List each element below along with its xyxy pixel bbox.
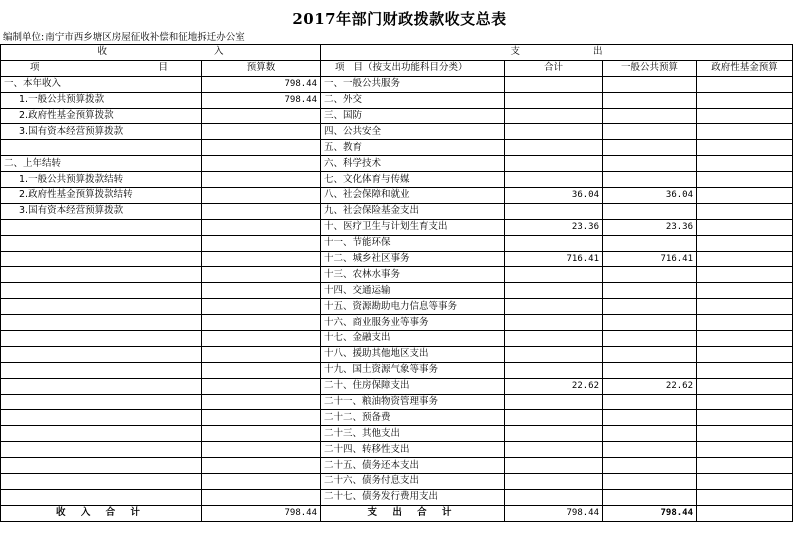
income-value-cell (202, 140, 321, 156)
general-budget-cell (603, 76, 697, 92)
fund-budget-cell (697, 124, 793, 140)
income-value-cell (202, 299, 321, 315)
expense-item-cell: 二十一、粮油物资管理事务 (321, 394, 505, 410)
fund-budget-cell (697, 140, 793, 156)
expense-item-cell: 二、外交 (321, 92, 505, 108)
expense-item-cell: 十二、城乡社区事务 (321, 251, 505, 267)
expense-item-header: 项 目（按支出功能科目分类） (321, 60, 505, 76)
table-row (1, 140, 793, 156)
expense-total-cell: 22.62 (505, 378, 603, 394)
general-budget-cell (603, 410, 697, 426)
income-item-cell (1, 219, 202, 235)
general-budget-cell: 23.36 (603, 219, 697, 235)
income-value-cell (202, 124, 321, 140)
expense-item-cell: 二十四、转移性支出 (321, 442, 505, 458)
fund-budget-cell (697, 426, 793, 442)
general-budget-cell (603, 283, 697, 299)
income-item-cell: 3.国有资本经营预算拨款 (1, 124, 202, 140)
table-row (1, 188, 793, 204)
income-item-cell (1, 426, 202, 442)
expense-item-cell: 二十七、债务发行费用支出 (321, 489, 505, 505)
fund-budget-cell (697, 489, 793, 505)
fund-budget-cell (697, 188, 793, 204)
expense-total-cell (505, 426, 603, 442)
fund-budget-cell (697, 474, 793, 490)
table-row (1, 394, 793, 410)
fund-budget-cell (697, 172, 793, 188)
expense-total-cell: 36.04 (505, 188, 603, 204)
expense-item-cell: 十七、金融支出 (321, 331, 505, 347)
fund-budget-cell (697, 442, 793, 458)
income-header-char-1: 收 (97, 46, 107, 58)
income-value-cell (202, 458, 321, 474)
fund-budget-cell (697, 219, 793, 235)
expense-total-cell (505, 203, 603, 219)
general-total-value: 798.44 (603, 505, 697, 521)
income-item-cell: 1.一般公共预算拨款 (1, 92, 202, 108)
expense-total-label: 支 出 合 计 (321, 505, 505, 521)
general-budget-cell (603, 394, 697, 410)
income-value-cell (202, 108, 321, 124)
income-item-header (1, 60, 202, 76)
compiling-unit-label: 编制单位: (3, 32, 45, 43)
header-row-1 (1, 45, 793, 61)
expense-total-cell (505, 92, 603, 108)
fund-budget-cell (697, 203, 793, 219)
table-row (1, 458, 793, 474)
compiling-unit-value: 南宁市西乡塘区房屋征收补偿和征地拆迁办公室 (45, 32, 245, 43)
income-item-cell: 一、本年收入 (1, 76, 202, 92)
fund-budget-cell (697, 108, 793, 124)
general-budget-cell (603, 140, 697, 156)
expense-total-cell (505, 458, 603, 474)
income-item-cell: 2.政府性基金预算拨款 (1, 108, 202, 124)
table-row (1, 362, 793, 378)
income-value-cell (202, 489, 321, 505)
income-header-char-2: 入 (213, 46, 224, 58)
income-value-cell (202, 426, 321, 442)
expense-item-cell: 一、一般公共服务 (321, 76, 505, 92)
expense-item-cell: 十九、国土资源气象等事务 (321, 362, 505, 378)
fund-budget-cell (697, 362, 793, 378)
table-row (1, 410, 793, 426)
general-budget-cell (603, 203, 697, 219)
income-value-cell (202, 203, 321, 219)
general-budget-cell: 22.62 (603, 378, 697, 394)
fund-budget-cell (697, 331, 793, 347)
income-item-cell (1, 267, 202, 283)
expense-total-cell (505, 394, 603, 410)
fund-total-value (697, 505, 793, 521)
table-row (1, 315, 793, 331)
expense-item-cell: 二十二、预备费 (321, 410, 505, 426)
income-value-cell: 798.44 (202, 76, 321, 92)
expense-total-cell (505, 140, 603, 156)
expense-total-cell (505, 474, 603, 490)
general-budget-cell (603, 331, 697, 347)
table-row (1, 299, 793, 315)
income-value-cell (202, 156, 321, 172)
income-item-cell (1, 331, 202, 347)
income-item-cell (1, 458, 202, 474)
income-item-cell (1, 283, 202, 299)
expense-total-cell (505, 156, 603, 172)
expense-item-cell: 六、科学技术 (321, 156, 505, 172)
expense-item-cell: 二十、住房保障支出 (321, 378, 505, 394)
table-row (1, 474, 793, 490)
fund-budget-cell (697, 283, 793, 299)
fund-budget-cell (697, 346, 793, 362)
expense-total-cell (505, 346, 603, 362)
income-item-cell (1, 251, 202, 267)
fund-budget-cell (697, 235, 793, 251)
general-budget-cell (603, 267, 697, 283)
compiling-unit (3, 29, 245, 43)
income-total-label: 收 入 合 计 (1, 505, 202, 521)
income-value-cell (202, 474, 321, 490)
general-budget-cell (603, 92, 697, 108)
fund-budget-cell (697, 267, 793, 283)
budget-header: 预算数 (202, 60, 321, 76)
fund-budget-cell (697, 394, 793, 410)
income-header (1, 45, 321, 61)
income-value-cell (202, 362, 321, 378)
table-row (1, 251, 793, 267)
income-value-cell (202, 394, 321, 410)
expense-header (321, 45, 793, 61)
expense-item-cell: 二十五、债务还本支出 (321, 458, 505, 474)
income-item-cell (1, 474, 202, 490)
expense-item-cell: 三、国防 (321, 108, 505, 124)
income-item-cell (1, 410, 202, 426)
income-value-cell (202, 315, 321, 331)
income-value-cell (202, 442, 321, 458)
income-value-cell: 798.44 (202, 92, 321, 108)
table-row (1, 331, 793, 347)
general-budget-cell (603, 426, 697, 442)
table-row (1, 426, 793, 442)
income-item-cell (1, 235, 202, 251)
general-budget-cell (603, 489, 697, 505)
income-value-cell (202, 219, 321, 235)
expense-item-cell: 二十三、其他支出 (321, 426, 505, 442)
total-header: 合计 (505, 60, 603, 76)
expense-item-cell: 十八、援助其他地区支出 (321, 346, 505, 362)
general-budget-cell (603, 172, 697, 188)
income-item-cell: 1.一般公共预算拨款结转 (1, 172, 202, 188)
general-budget-header: 一般公共预算 (603, 60, 697, 76)
income-item-cell: 2.政府性基金预算拨款结转 (1, 188, 202, 204)
income-item-cell: 二、上年结转 (1, 156, 202, 172)
expense-total-cell (505, 331, 603, 347)
header-row-2 (1, 60, 793, 76)
expense-total-cell (505, 124, 603, 140)
fund-budget-cell (697, 299, 793, 315)
expense-header-char-1: 支 (510, 46, 520, 58)
income-total-value: 798.44 (202, 505, 321, 521)
table-row (1, 156, 793, 172)
table-row (1, 92, 793, 108)
income-value-cell (202, 251, 321, 267)
expense-total-cell (505, 299, 603, 315)
expense-item-cell: 八、社会保障和就业 (321, 188, 505, 204)
table-row (1, 219, 793, 235)
general-budget-cell (603, 108, 697, 124)
general-budget-cell (603, 474, 697, 490)
table-row (1, 76, 793, 92)
expense-total-cell (505, 108, 603, 124)
expense-item-cell: 十一、节能环保 (321, 235, 505, 251)
totals-row (1, 505, 793, 521)
fund-budget-header: 政府性基金预算 (697, 60, 793, 76)
general-budget-cell (603, 235, 697, 251)
table-row (1, 108, 793, 124)
income-value-cell (202, 267, 321, 283)
expense-item-cell: 九、社会保险基金支出 (321, 203, 505, 219)
income-item-cell: 3.国有资本经营预算拨款 (1, 203, 202, 219)
budget-summary-table (0, 44, 793, 522)
fund-budget-cell (697, 76, 793, 92)
expense-total-cell (505, 362, 603, 378)
expense-header-char-2: 出 (592, 46, 603, 58)
income-item-cell (1, 378, 202, 394)
expense-item-cell: 五、教育 (321, 140, 505, 156)
general-budget-cell: 716.41 (603, 251, 697, 267)
income-value-cell (202, 235, 321, 251)
income-item-cell (1, 362, 202, 378)
income-item-cell (1, 442, 202, 458)
expense-total-cell (505, 315, 603, 331)
table-row (1, 124, 793, 140)
table-row (1, 346, 793, 362)
expense-total-cell: 23.36 (505, 219, 603, 235)
income-value-cell (202, 331, 321, 347)
expense-total-cell (505, 283, 603, 299)
fund-budget-cell (697, 251, 793, 267)
income-item-cell (1, 140, 202, 156)
fund-budget-cell (697, 156, 793, 172)
fund-budget-cell (697, 458, 793, 474)
expense-total-cell (505, 489, 603, 505)
expense-item-cell: 十、医疗卫生与计划生育支出 (321, 219, 505, 235)
general-budget-cell (603, 315, 697, 331)
expense-total-cell: 716.41 (505, 251, 603, 267)
income-item-header-char-2: 目 (158, 62, 168, 74)
income-item-cell (1, 346, 202, 362)
table-row (1, 235, 793, 251)
general-budget-cell (603, 442, 697, 458)
income-value-cell (202, 188, 321, 204)
income-item-cell (1, 394, 202, 410)
expense-total-value: 798.44 (505, 505, 603, 521)
expense-total-cell (505, 267, 603, 283)
table-row (1, 267, 793, 283)
general-budget-cell (603, 299, 697, 315)
expense-item-cell: 二十六、债务付息支出 (321, 474, 505, 490)
expense-total-cell (505, 172, 603, 188)
table-row (1, 442, 793, 458)
income-value-cell (202, 172, 321, 188)
general-budget-cell: 36.04 (603, 188, 697, 204)
income-value-cell (202, 346, 321, 362)
table-row (1, 283, 793, 299)
expense-item-cell: 四、公共安全 (321, 124, 505, 140)
general-budget-cell (603, 346, 697, 362)
table-row (1, 489, 793, 505)
expense-item-cell: 七、文化体育与传媒 (321, 172, 505, 188)
expense-item-cell: 十六、商业服务业等事务 (321, 315, 505, 331)
expense-total-cell (505, 76, 603, 92)
expense-item-cell: 十五、资源勘助电力信息等事务 (321, 299, 505, 315)
income-value-cell (202, 410, 321, 426)
table-row (1, 172, 793, 188)
fund-budget-cell (697, 378, 793, 394)
income-item-cell (1, 299, 202, 315)
expense-total-cell (505, 235, 603, 251)
expense-total-cell (505, 442, 603, 458)
fund-budget-cell (697, 410, 793, 426)
general-budget-cell (603, 124, 697, 140)
page-title: 2017年部门财政拨款收支总表 (292, 10, 507, 28)
income-value-cell (202, 378, 321, 394)
general-budget-cell (603, 156, 697, 172)
expense-total-cell (505, 410, 603, 426)
income-item-cell (1, 315, 202, 331)
general-budget-cell (603, 362, 697, 378)
general-budget-cell (603, 458, 697, 474)
income-value-cell (202, 283, 321, 299)
fund-budget-cell (697, 92, 793, 108)
income-item-cell (1, 489, 202, 505)
income-item-header-char-1: 项 (30, 62, 40, 74)
table-row (1, 378, 793, 394)
expense-item-cell: 十四、交通运输 (321, 283, 505, 299)
fund-budget-cell (697, 315, 793, 331)
table-row (1, 203, 793, 219)
expense-item-cell: 十三、农林水事务 (321, 267, 505, 283)
